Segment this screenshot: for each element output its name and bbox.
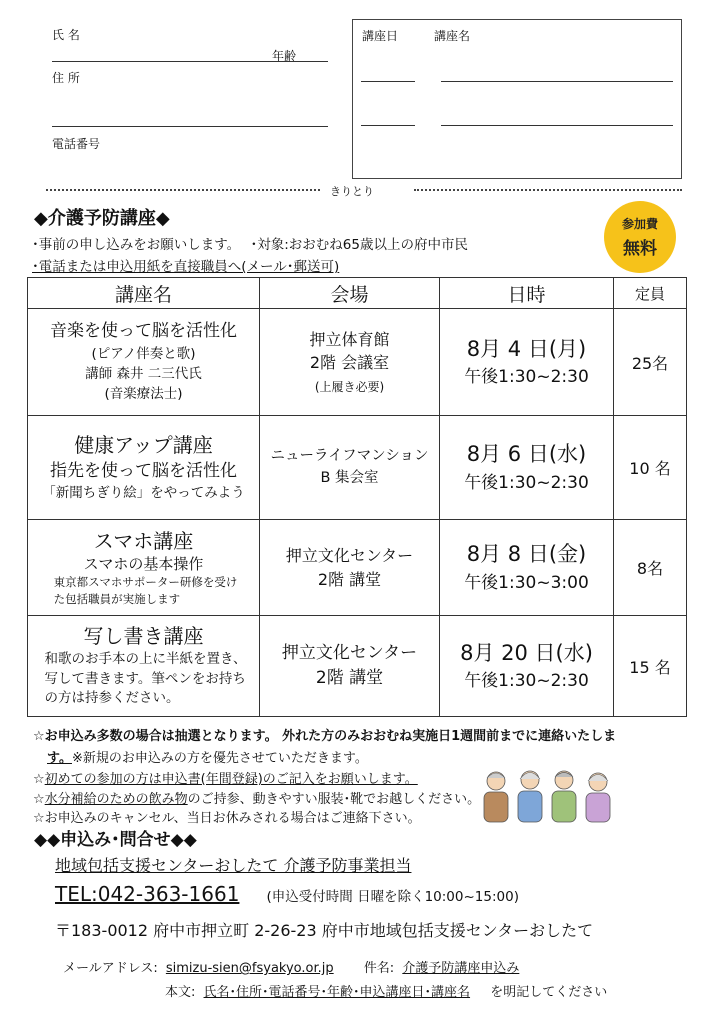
course-sub: 「新聞ちぎり絵」をやってみよう [42,485,245,502]
address-field[interactable] [52,126,328,127]
cut-line-left [46,189,320,191]
datetime-cell [440,520,614,616]
course-name: 音楽を使って脳を活性化 [50,321,237,342]
senior-figure-4 [586,773,610,822]
header-datetime: 日時 [440,278,614,309]
venue-cell [260,309,440,416]
header-venue: 会場 [260,278,440,309]
course-sub: スマホの基本操作 [83,554,204,573]
course-date: 8月 20 日(水) [460,640,593,665]
venue-name: 押立体育館 [309,329,390,349]
capacity-cell: 25名 [614,309,687,416]
course-sub: 写して書きます。筆ペンをお持ち [44,670,246,687]
lottery-note-end: す。 [47,751,72,766]
advance-booking-note: ･事前の申し込みをお願いします。 [32,237,241,253]
course-name: 健康アップ講座 [74,432,213,457]
star-mark: ☆ [33,772,45,787]
first-time-text: 初めての参加の方は申込書(年間登録)のご記入をお願いします。 [44,772,418,787]
badge-fee-label: 参加費 [621,217,658,231]
clothing-text: のご持参、動きやすい服装･靴でお越しください。 [187,792,481,807]
course-date: 8月 4 日(月) [466,336,587,361]
tel-number[interactable]: TEL:042-363-1661 [55,882,240,906]
mail-line [63,957,519,976]
venue-name: ニューライフマンション [270,447,429,464]
course-name: スマホ講座 [93,528,194,553]
name-field[interactable] [52,61,328,62]
course-sub: の方は持参ください。 [44,690,180,707]
capacity-cell: 10 名 [614,416,687,520]
course-name-label: 講座名 [434,29,471,43]
course-sub: 講師 森井 二三代氏 [85,366,202,383]
senior-figure-3 [552,771,576,822]
course-table [27,277,687,717]
course-date: 8月 8 日(金) [466,542,587,566]
phone-label: 電話番号 [52,137,101,151]
course-date: 8月 6 日(水) [466,442,587,466]
course-sub: た包括職員が実施します [53,591,181,606]
course-sub: (ピアノ伴奏と歌) [91,345,196,362]
mail-address-link[interactable]: simizu-sien@fsyakyo.or.jp [165,961,334,976]
course-sub: 指先を使って脳を活性化 [50,460,237,481]
course-sub: 和歌のお手本の上に半紙を置き、 [44,651,247,668]
venue-room: 2階 会議室 [309,353,390,372]
course-time: 午後1:30~2:30 [464,671,589,691]
course-cell [28,309,260,416]
cut-line-right [414,189,682,191]
datetime-cell [440,616,614,717]
venue-cell [260,520,440,616]
subject-label: 件名: [363,961,395,976]
senior-figure-2 [518,771,542,822]
venue-cell [260,416,440,520]
course-date-field-2[interactable] [361,125,415,126]
course-time: 午後1:30~2:30 [464,472,589,493]
body-label: 本文: [165,985,196,1000]
course-name-field-2[interactable] [441,125,673,126]
venue-note: (上履き必要) [314,380,385,395]
senior-figure-1 [484,772,508,822]
course-date-field-1[interactable] [361,81,415,82]
seniors-illustration [478,765,616,823]
capacity-cell: 15 名 [614,616,687,717]
reception-hours: (申込受付時間 日曜を除く10:00~15:00) [266,889,519,905]
apply-method-note: ･電話または申込用紙を直接職員へ(メール･郵送可) [32,259,340,275]
address-label: 住 所 [52,71,80,85]
mail-label: メールアドレス: [63,961,158,976]
cut-label: きりとり [330,185,374,198]
badge-free-label: 無料 [623,239,657,259]
lottery-note: ☆お申込み多数の場合は抽選となります。 外れた方のみおおむね実施日1週間前までに連絡いたしま [33,729,617,744]
section-title: ◆介護予防講座◆ [34,208,170,229]
capacity-cell: 8名 [614,520,687,616]
course-name: 写し書き講座 [83,624,204,649]
course-sub: (音楽療法士) [104,386,183,403]
subject-text: 介護予防講座申込み [402,961,520,976]
body-line [165,981,607,1000]
venue-name: 押立文化センター [285,546,414,566]
datetime-cell [440,416,614,520]
venue-name: 押立文化センター [281,643,418,664]
free-badge [604,201,676,273]
table-header-row [28,278,687,309]
star-mark: ☆ [33,792,45,807]
age-label: 年齢 [272,49,297,63]
table-row [28,309,687,416]
lottery-note-cont [47,747,368,766]
venue-cell [260,616,440,717]
course-sub: 東京都スマホサポーター研修を受け [53,575,238,590]
table-row [28,616,687,717]
course-entry-box [352,19,682,179]
water-note [33,788,480,807]
water-text: 水分補給のための飲み物 [44,792,188,807]
datetime-cell [440,309,614,416]
course-cell [28,616,260,717]
first-time-note [33,768,418,787]
body-suffix: を明記してください [490,985,608,1000]
header-capacity: 定員 [614,278,687,309]
center-name: 地域包括支援センターおしたて 介護予防事業担当 [55,856,412,875]
table-row [28,520,687,616]
body-text: 氏名･住所･電話番号･年齢･申込講座日･講座名 [203,985,471,1000]
course-name-field-1[interactable] [441,81,673,82]
course-cell [28,520,260,616]
course-time: 午後1:30~3:00 [464,572,589,593]
tel-line [55,882,519,906]
header-course: 講座名 [28,278,260,309]
address-line: 〒183-0012 府中市押立町 2-26-23 府中市地域包括支援センターおしたて [55,921,594,940]
course-time: 午後1:30~2:30 [464,367,589,387]
course-cell [28,416,260,520]
course-date-label: 講座日 [362,29,399,43]
cancel-note: ☆お申込みのキャンセル、当日お休みされる場合はご連絡下さい。 [33,811,421,826]
target-note: ･対象:おおむね65歳以上の府中市民 [250,237,468,253]
table-row [28,416,687,520]
contact-heading: ◆◆申込み･問合せ◆◆ [34,830,197,850]
intro-line-1 [32,233,468,253]
venue-room: 2階 講堂 [315,668,384,688]
new-applicant-note: ※新規のお申込みの方を優先させていただきます。 [71,751,368,766]
venue-room: 2階 講堂 [317,569,382,589]
name-label: 氏 名 [52,28,80,42]
venue-room: B 集会室 [320,469,379,486]
